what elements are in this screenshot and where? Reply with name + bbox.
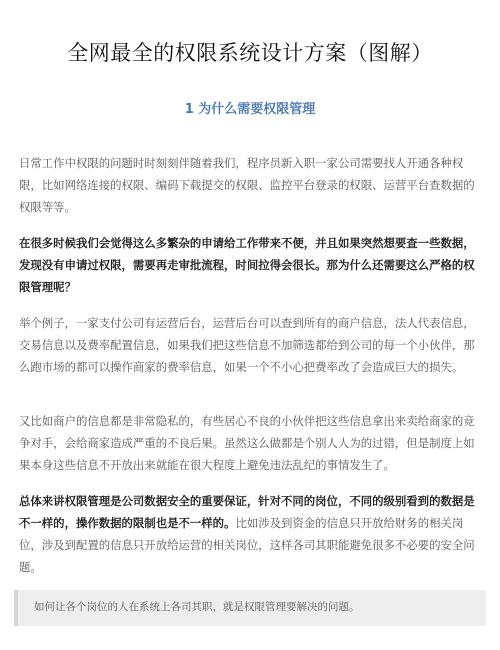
paragraph-example-payment: 举个例子，一家支付公司有运营后台，运营后台可以查到所有的商户信息，法人代表信息，交易信息以及费率配置信息，如果我们把这些信息不加筛选都给到公司的每一个小伙伴，那么跑市场的都可以操作商家的费率信息，如果一个不小心把费率改了会造成巨大的损失。 xyxy=(19,316,475,374)
quote-text: 如何让各个岗位的人在系统上各司其职，就是权限管理要解决的问题。 xyxy=(34,601,360,613)
paragraph-intro: 日常工作中权限的问题时时刻刻伴随着我们，程序员新入职一家公司需要找人开通各种权限，比如网络连接的权限、编码下载提交的权限、监控平台登录的权限、运营平台查数据的权限等等。 xyxy=(19,156,475,214)
summary-emphasis: 总体来讲权限管理是公司数据安全的重要保证，针对不同的岗位，不同的级别看到的数据是不一样的，操作数据的限制也是不一样的。 xyxy=(19,494,475,530)
page-title: 全网最全的权限系统设计方案（图解） xyxy=(67,41,433,66)
paragraph-example-privacy: 又比如商户的信息都是非常隐私的，有些居心不良的小伙伴把这些信息拿出来卖给商家的竞争对手，会给商家造成严重的不良后果。虽然这么做都是个别人人为的过错，但是制度上如果本身这些信息不开放出来就能在很大程度上避免违法乱纪的事情发生了。 xyxy=(19,414,475,472)
quote-box xyxy=(14,590,486,626)
summary-rest: 比如涉及到资金的信息只开放给财务的相关岗位，涉及到配置的信息只开放给运营的相关岗位，这样各司其职能避免很多不必要的安全问题。 xyxy=(19,516,475,574)
section-heading: 1 为什么需要权限管理 xyxy=(184,102,316,117)
paragraph-summary xyxy=(19,490,481,578)
paragraph-question: 在很多时候我们会觉得这么多繁杂的申请给工作带来不便，并且如果突然想要查一些数据，发现没有申请过权限，需要再走审批流程，时间拉得会很长。那为什么还需要这么严格的权限管理呢？ xyxy=(19,236,475,294)
